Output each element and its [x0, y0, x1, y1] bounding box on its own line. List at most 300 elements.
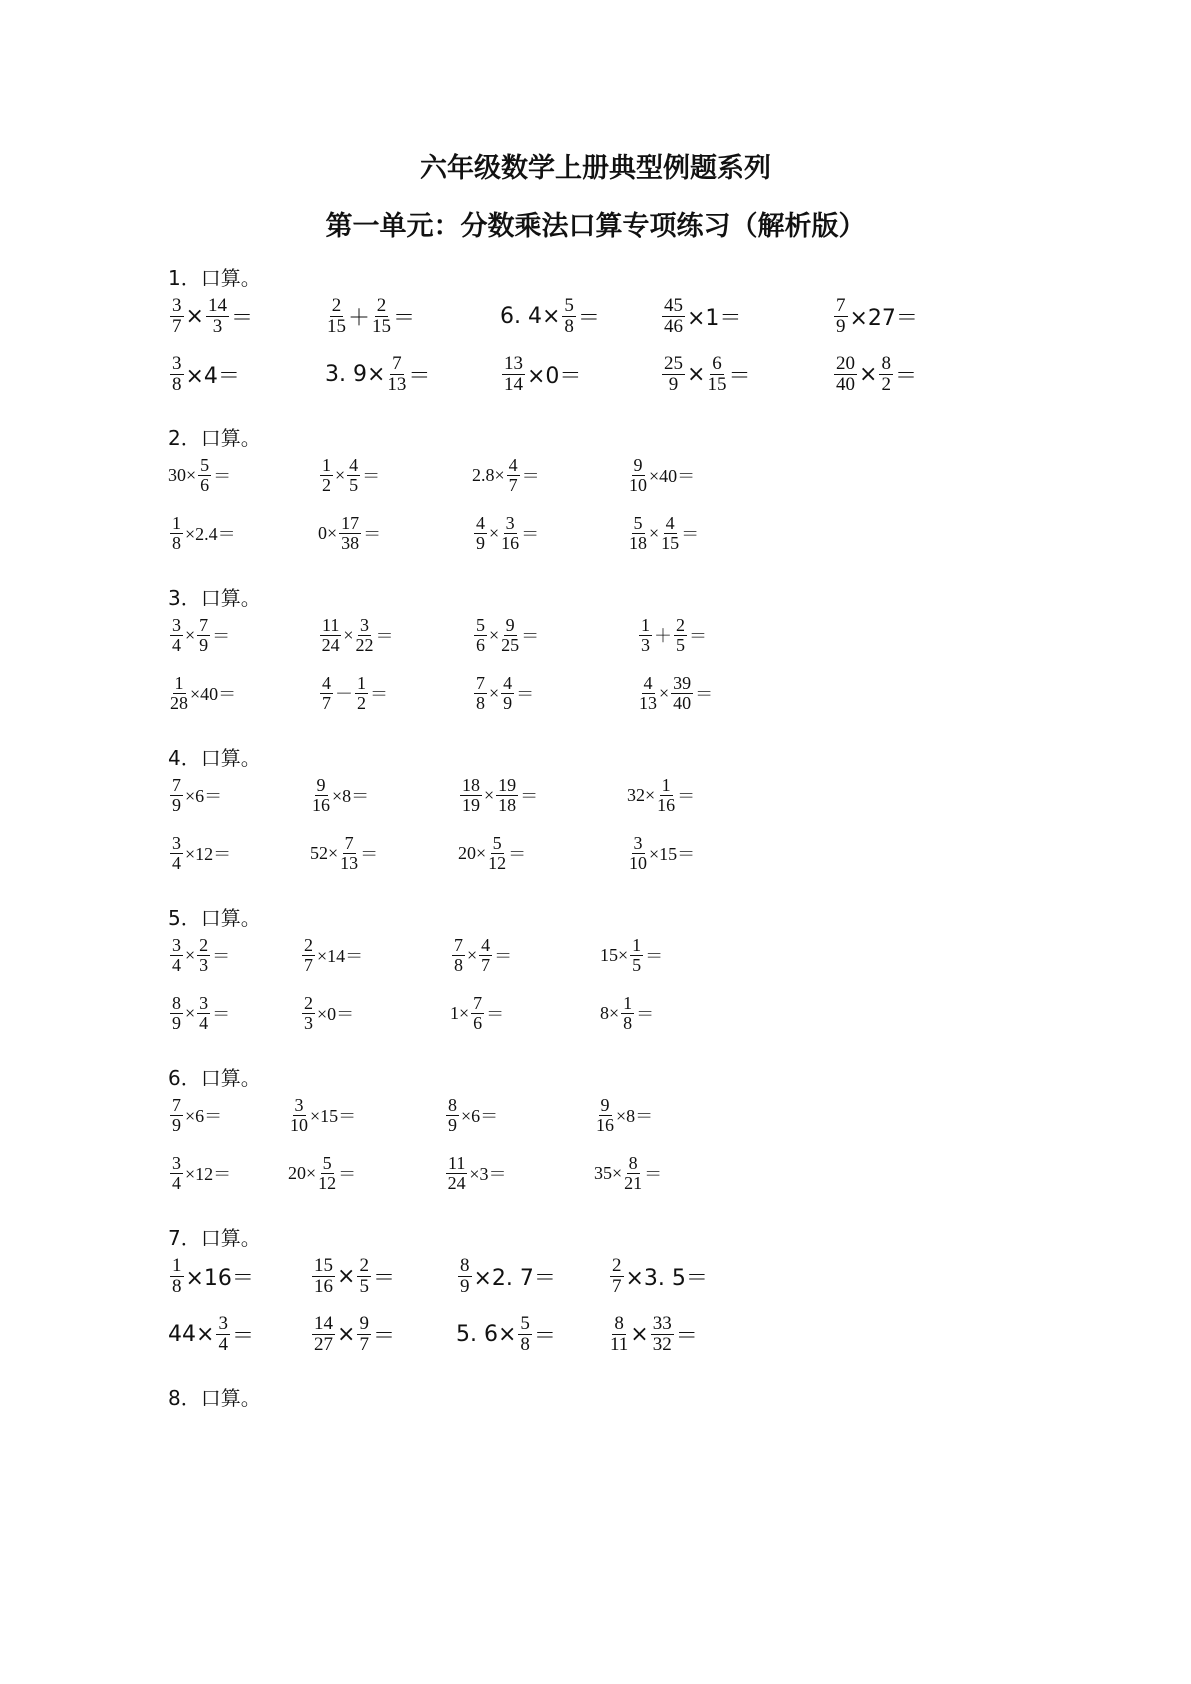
fraction [355, 674, 368, 713]
fraction [170, 674, 188, 713]
operator-text: 2.8× [472, 464, 505, 485]
fraction [651, 1314, 674, 1355]
denominator: 8 [476, 692, 485, 713]
operator-text: 44× [168, 1321, 215, 1347]
fraction [662, 354, 685, 395]
exercise-item [168, 1154, 231, 1193]
denominator: 7 [612, 1275, 622, 1297]
operator-text: × [185, 303, 204, 329]
denominator: 28 [170, 692, 188, 713]
denominator: 32 [652, 1333, 672, 1355]
exercise-item [325, 354, 430, 395]
numerator: 45 [664, 295, 683, 316]
operator-text: ×15＝ [649, 844, 696, 865]
exercise-item [458, 834, 526, 873]
numerator: 3 [294, 1095, 304, 1115]
operator-text: × [489, 682, 500, 703]
exercise-item [627, 776, 695, 815]
operator-text: × [467, 944, 478, 965]
numerator: 4 [643, 673, 653, 693]
fraction [610, 1314, 628, 1355]
denominator: 10 [290, 1114, 308, 1135]
denominator: 3 [304, 1012, 313, 1033]
fraction [302, 994, 315, 1033]
denominator: 8 [520, 1333, 530, 1355]
fraction [474, 674, 487, 713]
numerator: 8 [460, 1255, 470, 1276]
fraction [312, 1256, 335, 1297]
denominator: 15 [327, 315, 346, 337]
numerator: 2 [676, 615, 685, 635]
numerator: 1 [623, 993, 633, 1013]
exercise-item [627, 834, 695, 873]
fraction [662, 296, 685, 337]
exercise-item [472, 456, 540, 495]
fraction [661, 514, 679, 553]
numerator: 19 [498, 775, 517, 795]
exercise-item [325, 296, 415, 337]
document-title: 六年级数学上册典型例题系列 [420, 153, 771, 184]
exercise-item [288, 1154, 356, 1193]
exercise-item [310, 1314, 395, 1355]
denominator: 38 [341, 532, 360, 553]
numerator: 8 [448, 1095, 457, 1115]
operator-text: ×6＝ [461, 1106, 499, 1127]
denominator: 9 [476, 532, 485, 553]
denominator: 12 [318, 1172, 337, 1193]
operator-text: ＝ [645, 946, 664, 967]
operator-text: ×6＝ [185, 786, 223, 807]
fraction [198, 456, 211, 495]
denominator: 7 [172, 315, 182, 337]
operator-text: ＝ [212, 946, 231, 967]
numerator: 8 [614, 1313, 624, 1334]
numerator: 5 [633, 513, 643, 533]
operator-text: ＝ [486, 1004, 505, 1025]
operator-text: ×16＝ [185, 1265, 254, 1291]
fraction [834, 296, 848, 337]
fraction [206, 296, 229, 337]
denominator: 24 [321, 634, 340, 655]
fraction [501, 616, 519, 655]
fraction [639, 616, 652, 655]
operator-text: ×12＝ [185, 1164, 232, 1185]
denominator: 6 [476, 634, 485, 655]
denominator: 4 [172, 954, 181, 975]
fraction [474, 616, 487, 655]
fraction [170, 936, 183, 975]
operator-text: ×3＝ [469, 1164, 507, 1185]
numerator: 3 [172, 353, 182, 374]
operator-text: ＝ [521, 466, 540, 487]
operator-text: 1× [450, 1002, 470, 1023]
exercise-item [168, 1096, 222, 1135]
operator-text: ＝ [728, 363, 751, 389]
denominator: 9 [172, 794, 181, 815]
operator-text: 3. 9× [325, 361, 386, 387]
denominator: 8 [623, 1012, 633, 1033]
fraction [197, 616, 210, 655]
denominator: 2 [357, 692, 366, 713]
fraction [170, 1256, 184, 1297]
denominator: 7 [304, 954, 313, 975]
exercise-item [318, 674, 388, 713]
numerator: 2 [612, 1255, 622, 1276]
operator-text: 52× [310, 842, 339, 863]
exercise-item [456, 1256, 556, 1297]
exercise-item [660, 354, 750, 395]
fraction [496, 776, 518, 815]
exercise-item [168, 834, 231, 873]
exercise-item [168, 936, 230, 975]
numerator: 3 [172, 615, 181, 635]
numerator: 7 [172, 775, 181, 795]
operator-text: ×6＝ [185, 1106, 223, 1127]
exercise-item [444, 1154, 507, 1193]
numerator: 7 [344, 833, 354, 853]
operator-text: × [343, 624, 354, 645]
operator-text: × [859, 361, 878, 387]
numerator: 9 [600, 1095, 610, 1115]
numerator: 15 [314, 1255, 333, 1276]
fraction [302, 936, 315, 975]
fraction [387, 354, 406, 395]
numerator: 5 [200, 455, 210, 475]
denominator: 5 [632, 954, 642, 975]
numerator: 7 [476, 673, 485, 693]
denominator: 46 [664, 315, 683, 337]
numerator: 2 [304, 935, 313, 955]
operator-text: × [687, 361, 706, 387]
fraction [170, 834, 183, 873]
numerator: 4 [665, 513, 675, 533]
numerator: 5 [564, 295, 574, 316]
denominator: 8 [564, 315, 574, 337]
exercise-item [310, 1256, 395, 1297]
operator-text: × [489, 522, 500, 543]
fraction [501, 674, 514, 713]
fraction [630, 936, 643, 975]
section-heading: 1．口算。 [168, 266, 261, 290]
exercise-item [500, 354, 581, 395]
operator-text: ×15＝ [310, 1106, 357, 1127]
exercise-item [832, 354, 917, 395]
fraction [357, 1256, 371, 1297]
denominator: 10 [629, 852, 647, 873]
operator-text: ＝ [508, 844, 527, 865]
numerator: 7 [199, 615, 209, 635]
fraction [488, 834, 506, 873]
denominator: 25 [501, 634, 520, 655]
fraction [596, 1096, 614, 1135]
denominator: 7 [322, 692, 331, 713]
numerator: 1 [641, 615, 650, 635]
operator-text: 6. 4× [500, 303, 561, 329]
denominator: 3 [199, 954, 209, 975]
numerator: 11 [322, 615, 340, 635]
numerator: 3 [633, 833, 643, 853]
numerator: 1 [174, 673, 184, 693]
numerator: 3 [360, 615, 369, 635]
operator-text: × [335, 464, 346, 485]
fraction [312, 1314, 335, 1355]
denominator: 9 [460, 1275, 470, 1297]
operator-text: 32× [627, 784, 656, 805]
fraction [320, 456, 333, 495]
operator-text: ×0＝ [317, 1004, 355, 1025]
numerator: 3 [218, 1313, 228, 1334]
fraction [460, 776, 482, 815]
denominator: 9 [172, 1012, 181, 1033]
fraction [834, 354, 857, 395]
document-subtitle: 第一单元：分数乘法口算专项练习（解析版） [325, 211, 866, 242]
exercise-item [300, 994, 354, 1033]
fraction [458, 1256, 472, 1297]
numerator: 14 [314, 1313, 333, 1334]
fraction [621, 994, 634, 1033]
operator-text: ×4＝ [185, 363, 240, 389]
numerator: 5 [492, 833, 502, 853]
denominator: 9 [199, 634, 209, 655]
operator-text: ＝ [533, 1323, 556, 1349]
fraction [356, 616, 374, 655]
fraction [657, 776, 675, 815]
operator-text: ＝ [681, 524, 700, 545]
numerator: 25 [664, 353, 683, 374]
operator-text: 30× [168, 464, 197, 485]
numerator: 3 [172, 295, 182, 316]
fraction [170, 776, 183, 815]
exercise-item [637, 674, 713, 713]
numerator: 13 [504, 353, 523, 374]
numerator: 8 [628, 1153, 638, 1173]
denominator: 9 [668, 373, 679, 395]
numerator: 1 [661, 775, 671, 795]
fraction [610, 1256, 624, 1297]
operator-text: ＝ [494, 946, 513, 967]
operator-text: × [484, 784, 495, 805]
denominator: 4 [172, 634, 181, 655]
fraction [629, 514, 647, 553]
denominator: 16 [596, 1114, 614, 1135]
exercise-item [637, 616, 707, 655]
numerator: 1 [322, 455, 331, 475]
denominator: 2 [881, 373, 891, 395]
numerator: 5 [476, 615, 485, 635]
numerator: 1 [172, 1255, 182, 1276]
numerator: 18 [462, 775, 480, 795]
numerator: 9 [359, 1313, 369, 1334]
operator-text: × [630, 1321, 649, 1347]
fraction [518, 1314, 532, 1355]
denominator: 40 [836, 373, 855, 395]
exercise-item [444, 1096, 498, 1135]
exercise-item [472, 616, 539, 655]
section-heading: 2．口算。 [168, 426, 261, 450]
fraction [446, 1154, 467, 1193]
denominator: 6 [473, 1012, 483, 1033]
numerator: 1 [632, 935, 642, 955]
operator-text: ＝ [675, 1323, 698, 1349]
denominator: 18 [498, 794, 517, 815]
denominator: 9 [503, 692, 513, 713]
operator-text: ＝ [375, 626, 394, 647]
fraction [318, 1154, 336, 1193]
denominator: 2 [322, 474, 331, 495]
denominator: 6 [200, 474, 210, 495]
denominator: 8 [454, 954, 463, 975]
denominator: 4 [172, 852, 181, 873]
fraction [170, 354, 184, 395]
fraction [320, 674, 333, 713]
fraction [707, 354, 726, 395]
exercise-item [450, 994, 504, 1033]
operator-text: 20× [288, 1162, 317, 1183]
exercise-item [318, 514, 381, 553]
exercise-item [310, 776, 369, 815]
fraction [452, 936, 465, 975]
section-heading: 6．口算。 [168, 1066, 261, 1090]
operator-text: × [185, 944, 196, 965]
operator-text: ×8＝ [332, 786, 370, 807]
operator-text: ＝ [212, 626, 231, 647]
exercise-item [168, 456, 231, 495]
fraction [340, 834, 358, 873]
operator-text: 0× [318, 522, 338, 543]
operator-text: × [659, 682, 670, 703]
operator-text: ＝ [230, 305, 253, 331]
numerator: 3 [172, 1153, 181, 1173]
operator-text: × [185, 624, 196, 645]
fraction [170, 994, 183, 1033]
fraction [327, 296, 346, 337]
operator-text: ＝ [372, 1265, 395, 1291]
numerator: 4 [481, 935, 491, 955]
numerator: 17 [341, 513, 360, 533]
operator-text: ＝ [695, 684, 714, 705]
section-heading: 7．口算。 [168, 1226, 261, 1250]
numerator: 3 [172, 935, 181, 955]
operator-text: ＝ [372, 1323, 395, 1349]
denominator: 21 [624, 1172, 643, 1193]
numerator: 1 [172, 513, 181, 533]
operator-text: ＝ [338, 1164, 357, 1185]
fraction [562, 296, 576, 337]
numerator: 7 [172, 1095, 181, 1115]
section-heading: 3．口算。 [168, 586, 261, 610]
denominator: 13 [387, 373, 407, 395]
fraction [629, 456, 647, 495]
fraction [372, 296, 391, 337]
numerator: 4 [476, 513, 485, 533]
numerator: 3 [199, 993, 209, 1013]
denominator: 10 [629, 474, 647, 495]
fraction [474, 514, 487, 553]
operator-text: ×40＝ [190, 684, 237, 705]
denominator: 15 [707, 373, 727, 395]
exercise-item [168, 296, 253, 337]
operator-text: ＝ [362, 466, 381, 487]
numerator: 33 [652, 1313, 672, 1334]
denominator: 3 [641, 634, 650, 655]
numerator: 9 [316, 775, 326, 795]
numerator: 11 [448, 1153, 466, 1173]
numerator: 2 [304, 993, 313, 1013]
exercise-item [168, 616, 230, 655]
numerator: 6 [712, 353, 722, 374]
operator-text: 8× [600, 1002, 620, 1023]
operator-text: ＝ [520, 786, 539, 807]
operator-text: ＝ [363, 524, 382, 545]
operator-text: ＝ [393, 305, 416, 331]
exercise-item [472, 514, 539, 553]
denominator: 15 [372, 315, 392, 337]
operator-text: ×0＝ [527, 363, 582, 389]
exercise-item [500, 296, 600, 337]
numerator: 1 [357, 673, 366, 693]
fraction [471, 994, 484, 1033]
exercise-item [832, 296, 918, 337]
denominator: 16 [312, 794, 330, 815]
denominator: 9 [172, 1114, 181, 1135]
denominator: 5 [359, 1275, 369, 1297]
numerator: 2 [359, 1255, 369, 1276]
denominator: 27 [314, 1333, 333, 1355]
exercise-item [594, 1096, 653, 1135]
operator-text: 20× [458, 842, 487, 863]
fraction [197, 936, 210, 975]
fraction [312, 776, 330, 815]
operator-text: ＝ [636, 1004, 655, 1025]
fraction [501, 514, 519, 553]
fraction [674, 616, 687, 655]
exercise-item [168, 674, 236, 713]
operator-text: ×12＝ [185, 844, 232, 865]
denominator: 8 [172, 1275, 182, 1297]
exercise-item [300, 936, 363, 975]
operator-text: ×2. 7＝ [473, 1265, 556, 1291]
operator-text: ＝ [360, 844, 379, 865]
operator-text: ＝ [689, 626, 707, 647]
operator-text: ＝ [370, 684, 388, 705]
operator-text: ＝ [521, 626, 540, 647]
fraction [357, 1314, 371, 1355]
exercise-item [318, 456, 380, 495]
fraction [446, 1096, 459, 1135]
operator-text: ＝ [213, 466, 232, 487]
denominator: 8 [172, 373, 182, 395]
denominator: 3 [212, 315, 223, 337]
exercise-item [168, 354, 240, 395]
exercise-item [458, 776, 538, 815]
denominator: 24 [447, 1172, 466, 1193]
fraction [170, 1096, 183, 1135]
denominator: 4 [199, 1012, 209, 1033]
section-heading: 8．口算。 [168, 1386, 261, 1410]
exercise-item [472, 674, 534, 713]
fraction [879, 354, 893, 395]
fraction [170, 296, 184, 337]
denominator: 7 [481, 954, 491, 975]
numerator: 3 [172, 833, 181, 853]
fraction [170, 514, 183, 553]
denominator: 9 [448, 1114, 457, 1135]
numerator: 8 [172, 993, 181, 1013]
operator-text: ＝ [212, 1004, 231, 1025]
fraction [170, 1154, 183, 1193]
denominator: 40 [673, 692, 692, 713]
operator-text: ＝ [677, 786, 696, 807]
